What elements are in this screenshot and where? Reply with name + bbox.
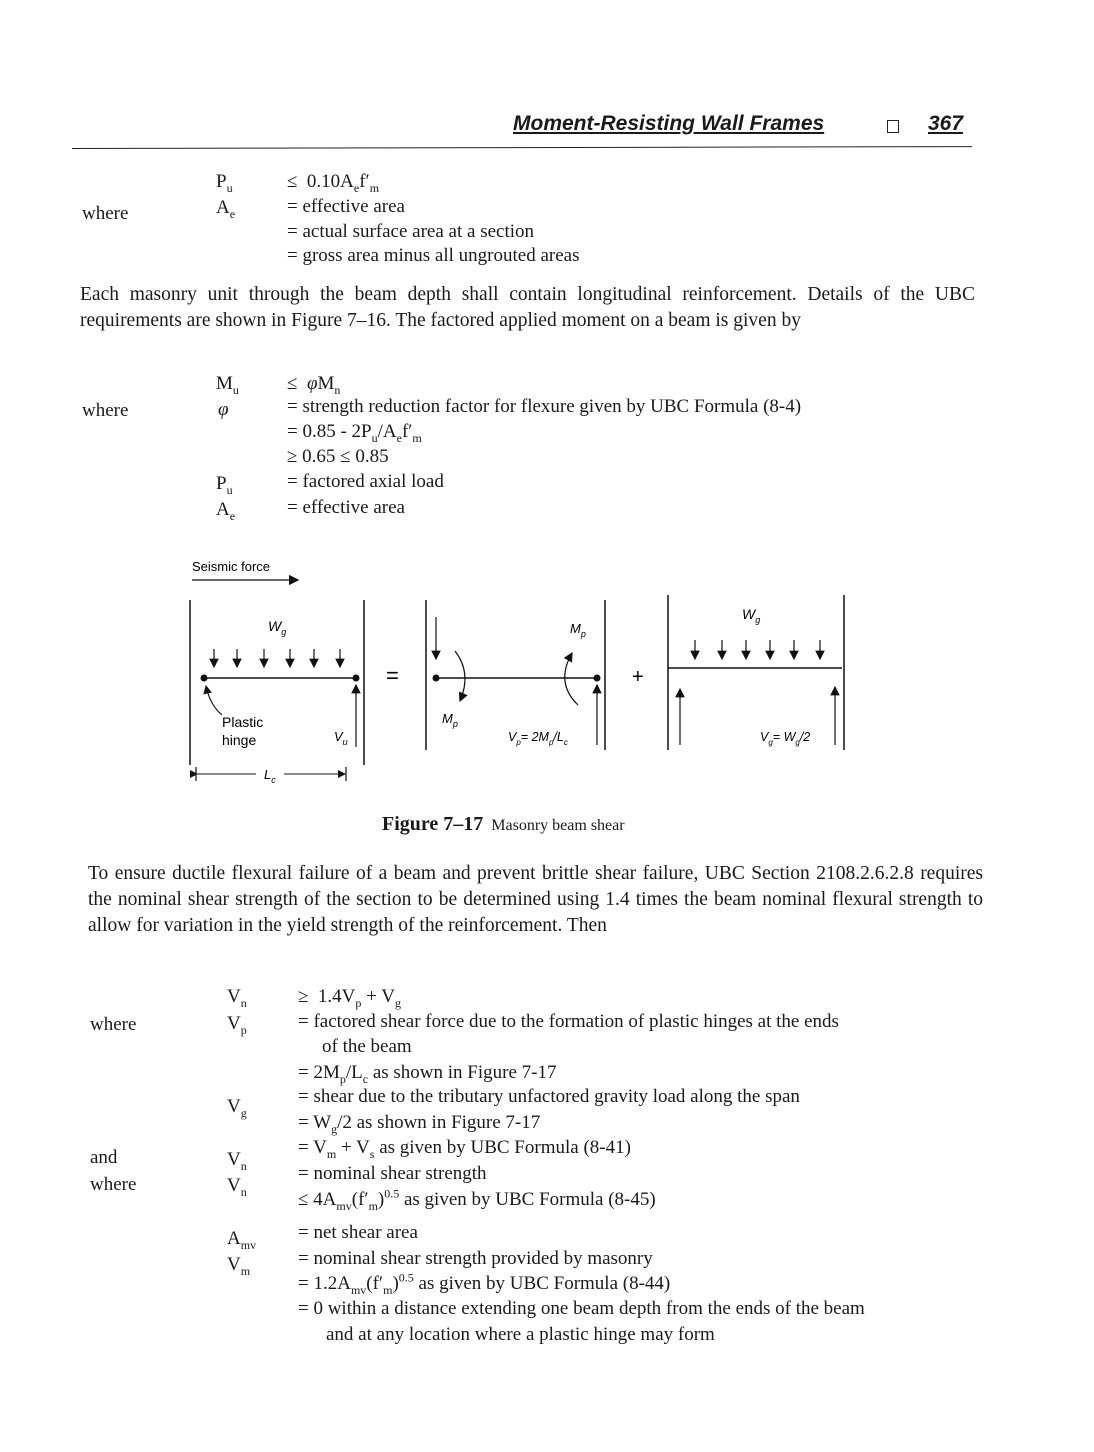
symbol: $V_g$ xyxy=(227,1096,247,1120)
relation: = strength reduction factor for flexure given by UBC Formula (8-4) xyxy=(287,396,802,417)
symbol: $P_u$ xyxy=(216,171,233,195)
plastic-label: Plastic xyxy=(222,714,264,730)
plastic-hinge-icon xyxy=(201,675,208,682)
relation: = $1.2A_{mv}(f'_m)^{0.5}$ as given by UBC Formula (8-44) xyxy=(298,1270,671,1297)
relation: = actual surface area at a section xyxy=(287,221,535,242)
figure-7-17 xyxy=(180,555,860,795)
symbol: $V_m$ xyxy=(227,1254,251,1278)
definition-block-1 xyxy=(82,170,982,270)
relation: = $0.85 - 2P_u/A_ef'_m$ xyxy=(287,421,422,445)
symbol: $V_n$ xyxy=(227,986,247,1010)
paragraph-text: Each masonry unit through the beam depth shall contain longitudinal reinforcement. Details of the UBC requirements are shown in Figure 7–16. The factored applied moment on a beam is given by xyxy=(80,284,975,331)
symbol: $A_e$ xyxy=(216,499,236,523)
relation: = effective area xyxy=(287,497,405,518)
figure-caption xyxy=(382,813,625,836)
relation: = $2M_p/L_c$ as shown in Figure 7-17 xyxy=(298,1062,557,1086)
relation: ≤ $4A_{mv}(f'_m)^{0.5}$ as given by UBC Formula (8-45) xyxy=(298,1186,656,1213)
relation: of the beam xyxy=(322,1036,412,1057)
panel-gravity-load xyxy=(668,595,844,750)
relation: = $V_m + V_s$ as given by UBC Formula (8-41) xyxy=(298,1137,631,1161)
and-label: and xyxy=(90,1147,118,1168)
paragraph-text: To ensure ductile flexural failure of a beam and prevent brittle shear failure, UBC Section 2108.2.6.2.8 requires the nominal shear strength of the section to be determined using 1.4 times the beam nominal flexural strength to allow for variation in the yield strength of the reinforcement. Then xyxy=(88,863,983,936)
relation: = effective area xyxy=(287,196,405,217)
running-header xyxy=(0,112,1094,142)
where-label: where xyxy=(90,1014,137,1035)
where-label: where xyxy=(82,400,129,421)
symbol: φ xyxy=(218,399,229,420)
definition-block-2 xyxy=(82,372,982,522)
vu-label: $V_u$ xyxy=(334,729,348,747)
relation: = net shear area xyxy=(298,1222,418,1243)
vp-equation: $V_p= 2M_p/L_c$ xyxy=(508,730,568,747)
symbol: $V_n$ xyxy=(227,1175,247,1199)
caption-number: Figure 7–17 xyxy=(382,813,484,835)
relation: ≥ $1.4V_p + V_g$ xyxy=(298,986,401,1010)
plus-sign: + xyxy=(632,666,644,688)
definition-block-3 xyxy=(90,985,990,1355)
where-label: where xyxy=(82,203,129,224)
header-square-icon xyxy=(887,120,899,133)
hinge-label: hinge xyxy=(222,732,257,748)
page-number: 367 xyxy=(928,112,964,135)
relation: = factored axial load xyxy=(287,471,444,492)
symbol: $A_{mv}$ xyxy=(227,1228,257,1252)
symbol: $V_n$ xyxy=(227,1149,247,1173)
paragraph-1 xyxy=(80,282,975,334)
mp-label-right: $M_p$ xyxy=(570,621,586,639)
symbol: $V_p$ xyxy=(227,1013,247,1037)
panel-plastic-moments xyxy=(426,600,605,750)
plastic-hinge-icon xyxy=(353,675,360,682)
header-rule xyxy=(72,146,972,149)
beam-shear-diagram xyxy=(180,555,860,795)
symbol: $A_e$ xyxy=(216,197,236,221)
relation: = nominal shear strength xyxy=(298,1163,487,1184)
relation: = factored shear force due to the formation of plastic hinges at the ends xyxy=(298,1011,839,1032)
relation: = shear due to the tributary unfactored gravity load along the span xyxy=(298,1086,800,1107)
panel-total-load xyxy=(190,600,364,785)
where-label: where xyxy=(90,1174,137,1195)
mp-label-left: $M_p$ xyxy=(442,711,458,729)
wg-label: $W_g$ xyxy=(268,618,287,637)
relation: = nominal shear strength provided by masonry xyxy=(298,1248,653,1269)
wg-label-right: $W_g$ xyxy=(742,606,761,625)
seismic-force-label: Seismic force xyxy=(192,559,271,574)
relation: = 0 within a distance extending one beam depth from the ends of the beam xyxy=(298,1298,865,1319)
lc-label: $L_c$ xyxy=(264,767,276,785)
relation: = gross area minus all ungrouted areas xyxy=(287,245,580,266)
relation: ≤ $\varphi M_n$ xyxy=(287,373,341,397)
symbol: $M_u$ xyxy=(216,373,239,397)
relation: = $W_g/2$ as shown in Figure 7-17 xyxy=(298,1112,541,1136)
relation: ≥ 0.65 ≤ 0.85 xyxy=(287,446,389,467)
equals-sign: = xyxy=(386,663,399,688)
caption-text: Masonry beam shear xyxy=(491,817,625,834)
vg-equation: $V_g= W_g/2$ xyxy=(760,730,811,747)
paragraph-2 xyxy=(88,861,983,939)
relation: ≤ $0.10A_ef'_m$ xyxy=(287,171,380,195)
chapter-title: Moment-Resisting Wall Frames xyxy=(513,112,825,135)
symbol: $P_u$ xyxy=(216,473,233,497)
relation: and at any location where a plastic hinge may form xyxy=(326,1324,715,1345)
